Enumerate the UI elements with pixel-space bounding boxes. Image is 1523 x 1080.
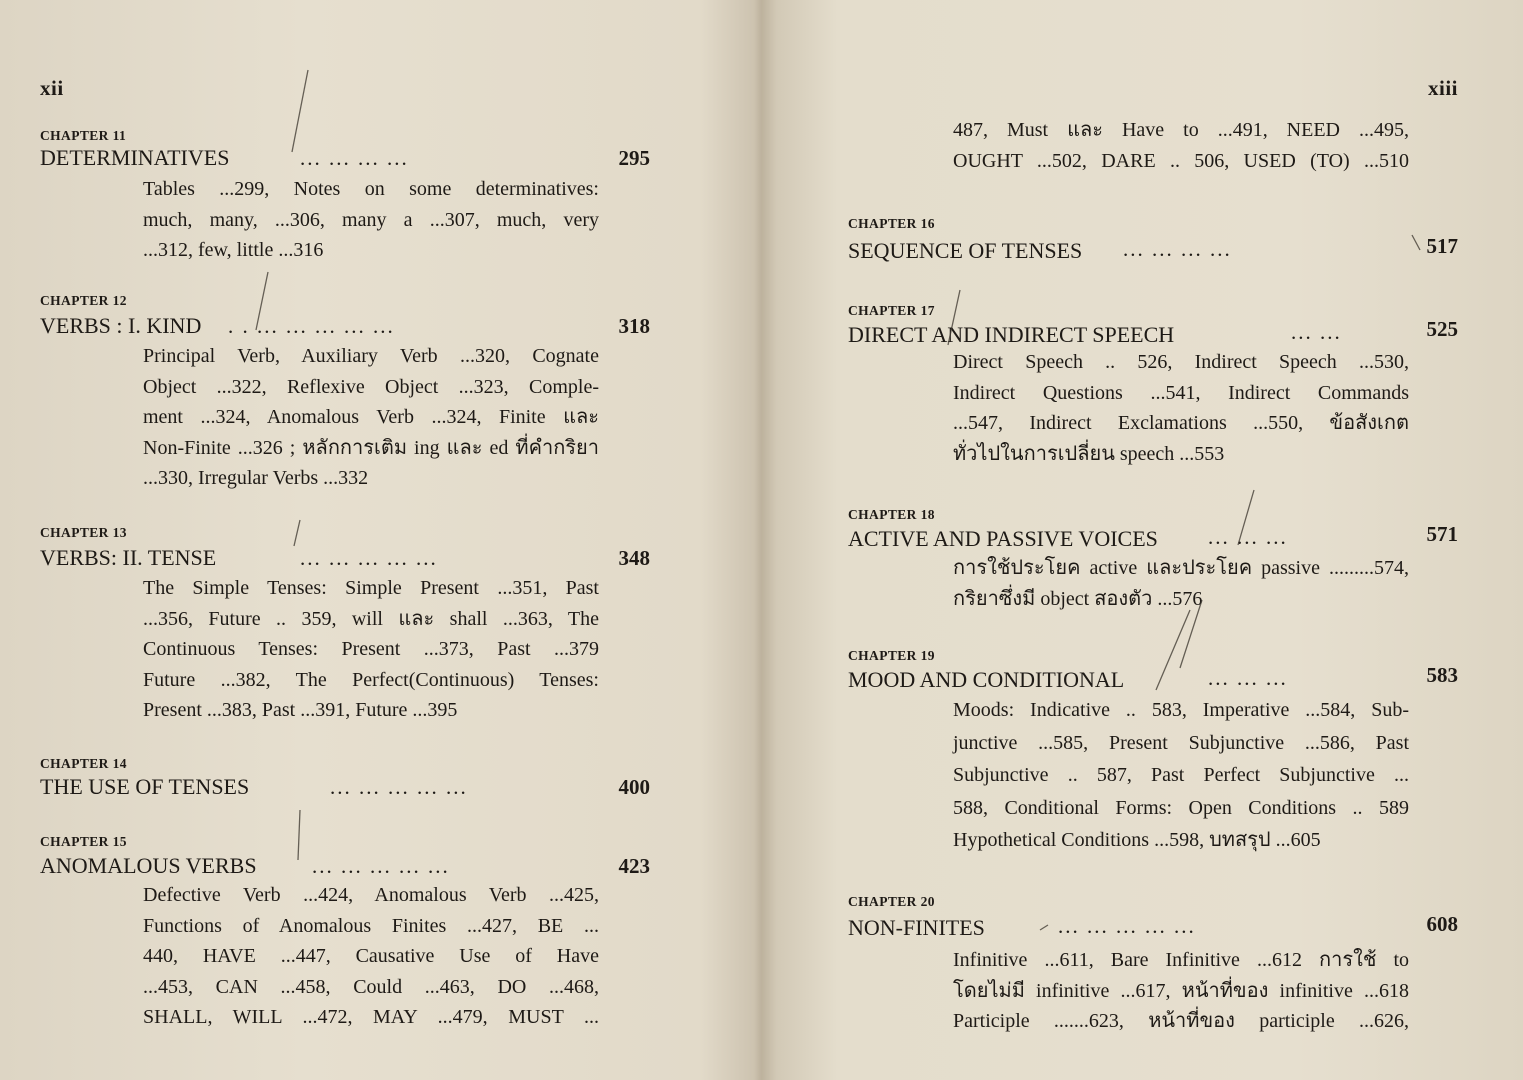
subentry-line: Hypothetical Conditions ...598, บทสรุป ...605 <box>953 829 1321 851</box>
chapter-label: CHAPTER 12 <box>40 293 127 308</box>
chapter-subentries <box>953 347 1409 469</box>
subentry-line: SHALL, WILL ...472, MAY ...479, MUST ... <box>143 1006 599 1029</box>
chapter-page-number: 608 <box>1426 912 1458 936</box>
left-page <box>0 0 760 1080</box>
chapter-subentries <box>953 945 1409 1037</box>
subentry-line: Defective Verb ...424, Anomalous Verb ...425, <box>143 884 599 906</box>
subentry-line: The Simple Tenses: Simple Present ...351, Past <box>143 577 599 599</box>
subentry-line: ment ...324, Anomalous Verb ...324, Finite และ <box>143 406 599 429</box>
subentry-line: Continuous Tenses: Present ...373, Past ...379 <box>143 638 599 661</box>
subentry-line: Object ...322, Reflexive Object ...323, Comple- <box>143 375 599 398</box>
chapter-page-number: 423 <box>618 854 650 878</box>
subentry-line: Non-Finite ...326 ; หลักการเติม ing และ ed ที่คำกริยา <box>143 436 599 459</box>
chapter-label: CHAPTER 18 <box>848 507 935 522</box>
chapter-subentries <box>143 341 599 494</box>
subentry-line: much, many, ...306, many a ...307, much, very <box>143 208 599 231</box>
subentry-line: Infinitive ...611, Bare Infinitive ...612 การใช้ to <box>953 949 1409 971</box>
subentry-line: ทั่วไปในการเปลี่ยน speech ...553 <box>953 442 1225 465</box>
subentry-line: OUGHT ...502, DARE .. 506, USED (TO) ...510 <box>953 149 1409 172</box>
page-number: xiii <box>1427 76 1458 100</box>
subentry-line: 440, HAVE ...447, Causative Use of Have <box>143 945 599 968</box>
subentry-line: ...547, Indirect Exclamations ...550, ข้อสังเกต <box>953 412 1409 435</box>
chapter-title: VERBS: II. TENSE <box>40 545 217 570</box>
chapter-page-number: 295 <box>618 146 650 170</box>
dot-leader: ... ... ... ... ... <box>330 775 468 799</box>
chapter-page-number: 525 <box>1426 317 1458 341</box>
subentry-line: โดยไม่มี infinitive ...617, หน้าที่ของ infinitive ...618 <box>953 979 1409 1002</box>
chapter-title: VERBS : I. KIND <box>40 313 202 338</box>
subentry-line: Participle .......623, หน้าที่ของ participle ...626, <box>953 1010 1409 1033</box>
subentry-line: ...453, CAN ...458, Could ...463, DO ...468, <box>143 975 599 998</box>
subentry-line: junctive ...585, Present Subjunctive ...586, Past <box>953 731 1409 754</box>
subentry-line: กริยาซึ่งมี object สองตัว ...576 <box>953 587 1203 610</box>
chapter-title: DETERMINATIVES <box>40 145 230 170</box>
chapter-title: MOOD AND CONDITIONAL <box>848 667 1125 692</box>
subentry-line: ...330, Irregular Verbs ...332 <box>143 467 369 490</box>
chapter-page-number: 348 <box>618 546 650 570</box>
subentry-line: ...312, few, little ...316 <box>143 239 324 262</box>
dot-leader: ... ... ... ... <box>1123 237 1232 261</box>
dot-leader: ... ... ... ... ... <box>300 546 438 570</box>
subentry-line: Tables ...299, Notes on some determinatives: <box>143 178 599 200</box>
chapter-label: CHAPTER 15 <box>40 834 127 849</box>
chapter-page-number: 517 <box>1426 234 1458 258</box>
chapter-title: ACTIVE AND PASSIVE VOICES <box>848 526 1158 551</box>
subentry-line: Future ...382, The Perfect(Continuous) Tenses: <box>143 668 599 691</box>
chapter-subentries <box>143 573 599 726</box>
subentry-line: 588, Conditional Forms: Open Conditions .. 589 <box>953 796 1409 819</box>
dot-leader: ... ... ... <box>1208 525 1288 549</box>
chapter-title: ANOMALOUS VERBS <box>40 853 257 878</box>
chapter-label: CHAPTER 11 <box>40 128 127 143</box>
chapter-page-number: 318 <box>618 314 650 338</box>
chapter-page-number: 583 <box>1426 663 1458 687</box>
subentry-line: Indirect Questions ...541, Indirect Commands <box>953 381 1409 404</box>
subentry-line: ...356, Future .. 359, will และ shall ...363, The <box>143 607 599 630</box>
dot-leader: ... ... ... ... ... <box>1058 914 1196 938</box>
chapter-subentries <box>953 553 1409 614</box>
chapter-subentries <box>143 174 599 266</box>
dot-leader: ... ... ... ... ... <box>312 854 450 878</box>
chapter-title: SEQUENCE OF TENSES <box>848 238 1083 263</box>
dot-leader: ... ... ... <box>1208 666 1288 690</box>
chapter-subentries <box>953 694 1409 857</box>
chapter-page-number: 571 <box>1426 522 1458 546</box>
chapter-label: CHAPTER 14 <box>40 756 127 771</box>
subentry-line: Moods: Indicative .. 583, Imperative ...584, Sub- <box>953 699 1409 721</box>
dot-leader: ... ... <box>1291 320 1342 344</box>
chapter-label: CHAPTER 13 <box>40 525 127 540</box>
subentry-line: 487, Must และ Have to ...491, NEED ...495, <box>953 119 1409 141</box>
chapter-page-number: 400 <box>618 775 650 799</box>
chapter-title: NON-FINITES <box>848 915 985 940</box>
subentry-line: Present ...383, Past ...391, Future ...395 <box>143 699 458 722</box>
dot-leader: . . ... ... ... ... ... <box>228 314 395 338</box>
subentry-line: Functions of Anomalous Finites ...427, BE ... <box>143 914 599 937</box>
chapter-label: CHAPTER 17 <box>848 303 935 318</box>
subentry-line: Principal Verb, Auxiliary Verb ...320, Cognate <box>143 345 599 367</box>
chapter-subentries <box>143 880 599 1033</box>
chapter-title: THE USE OF TENSES <box>40 774 250 799</box>
chapter-label: CHAPTER 16 <box>848 216 935 231</box>
chapter-label: CHAPTER 19 <box>848 648 935 663</box>
subentry-line: Direct Speech .. 526, Indirect Speech ...530, <box>953 351 1409 373</box>
page-number: xii <box>40 76 64 100</box>
subentry-line: การใช้ประโยค active และประโยค passive .........574, <box>953 557 1409 579</box>
chapter-continuation <box>953 115 1409 176</box>
subentry-line: Subjunctive .. 587, Past Perfect Subjunctive ... <box>953 764 1409 786</box>
right-page <box>763 0 1523 1080</box>
chapter-label: CHAPTER 20 <box>848 894 935 909</box>
dot-leader: ... ... ... ... <box>300 146 409 170</box>
chapter-title: DIRECT AND INDIRECT SPEECH <box>848 322 1175 347</box>
